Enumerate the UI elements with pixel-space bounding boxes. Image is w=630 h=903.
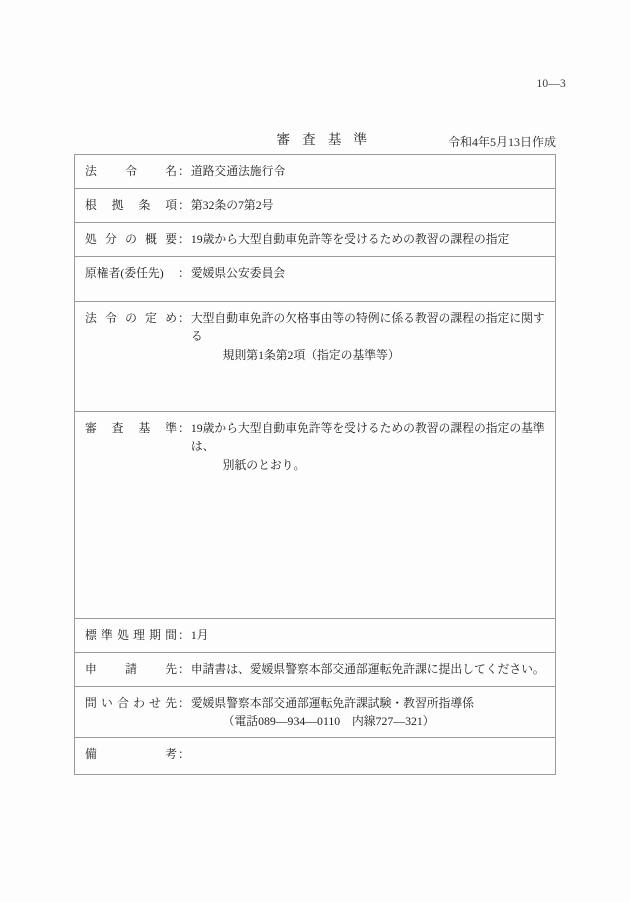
row-label: 備考 <box>85 746 177 761</box>
row-label: 処分の概要 <box>85 232 177 246</box>
row-colon: ： <box>178 662 190 676</box>
row-value: 道路交通法施行令 <box>190 164 286 178</box>
table-cell-inquiries <box>75 687 556 738</box>
criteria-table <box>74 154 556 775</box>
row-colon: ： <box>178 746 190 761</box>
row-value-line1: 愛媛県警察本部交通部運転免許課試験・教習所指導係 <box>190 696 474 710</box>
row-value: 申請書は、愛媛県警察本部交通部運転免許課に提出してください。 <box>190 662 545 676</box>
row-label: 法令の定め <box>85 311 177 325</box>
created-date: 令和4年5月13日作成 <box>447 135 556 149</box>
table-row <box>75 189 556 223</box>
table-row <box>75 737 556 774</box>
table-row <box>75 223 556 257</box>
table-row <box>75 302 556 412</box>
row-colon: ： <box>178 421 190 435</box>
row-value: 第32条の7第2号 <box>190 198 274 212</box>
row-value-line1: 大型自動車免許の欠格事由等の特例に係る教習の課程の指定に関する <box>190 311 545 344</box>
table-cell-legal-provision <box>75 302 556 412</box>
row-value: 1月 <box>190 628 209 642</box>
row-value-line1: 19歳から大型自動車免許等を受けるための教習の課程の指定の基準は、 <box>190 421 545 454</box>
table-cell-remarks <box>75 737 556 774</box>
table-row <box>75 687 556 738</box>
table-row <box>75 155 556 189</box>
criteria-table-body <box>75 155 556 775</box>
row-value <box>191 694 547 731</box>
row-label: 標準処理期間 <box>85 628 177 642</box>
row-value: 愛媛県公安委員会 <box>190 266 286 280</box>
row-label: 審査基準 <box>85 421 177 435</box>
row-label: 問い合わせ先 <box>85 696 177 710</box>
row-value-line2: 規則第1条第2項（指定の基準等） <box>222 347 400 362</box>
row-value <box>191 419 547 474</box>
row-value-line2: 別紙のとおり。 <box>222 457 306 472</box>
table-cell-law-name <box>75 155 556 189</box>
table-cell-standard-period <box>75 619 556 653</box>
row-colon: ： <box>178 628 190 642</box>
row-colon: ： <box>178 164 190 178</box>
table-row <box>75 619 556 653</box>
row-label: 申請先 <box>85 662 177 676</box>
row-label: 原権者(委任先) <box>85 266 164 280</box>
row-label: 法令名 <box>85 164 177 178</box>
page-number: 10—3 <box>536 78 566 90</box>
table-cell-original-authority <box>75 257 556 302</box>
row-value <box>191 309 547 364</box>
table-row <box>75 653 556 687</box>
row-colon: ： <box>178 266 190 280</box>
table-cell-review-standard <box>75 412 556 619</box>
row-colon: ： <box>178 198 190 212</box>
row-colon: ： <box>178 696 190 710</box>
table-cell-application-to <box>75 653 556 687</box>
row-colon: ： <box>178 311 190 325</box>
row-value: 19歳から大型自動車免許等を受けるための教習の課程の指定 <box>190 232 510 246</box>
table-cell-basis-article <box>75 189 556 223</box>
row-value-phone: （電話089—934—0110 内線727—321） <box>222 714 435 729</box>
table-cell-disposition-summary <box>75 223 556 257</box>
row-label: 根拠条項 <box>85 198 177 212</box>
row-colon: ： <box>178 232 190 246</box>
page-title-text: 審査基準 <box>276 132 380 147</box>
table-row <box>75 257 556 302</box>
table-row <box>75 412 556 619</box>
